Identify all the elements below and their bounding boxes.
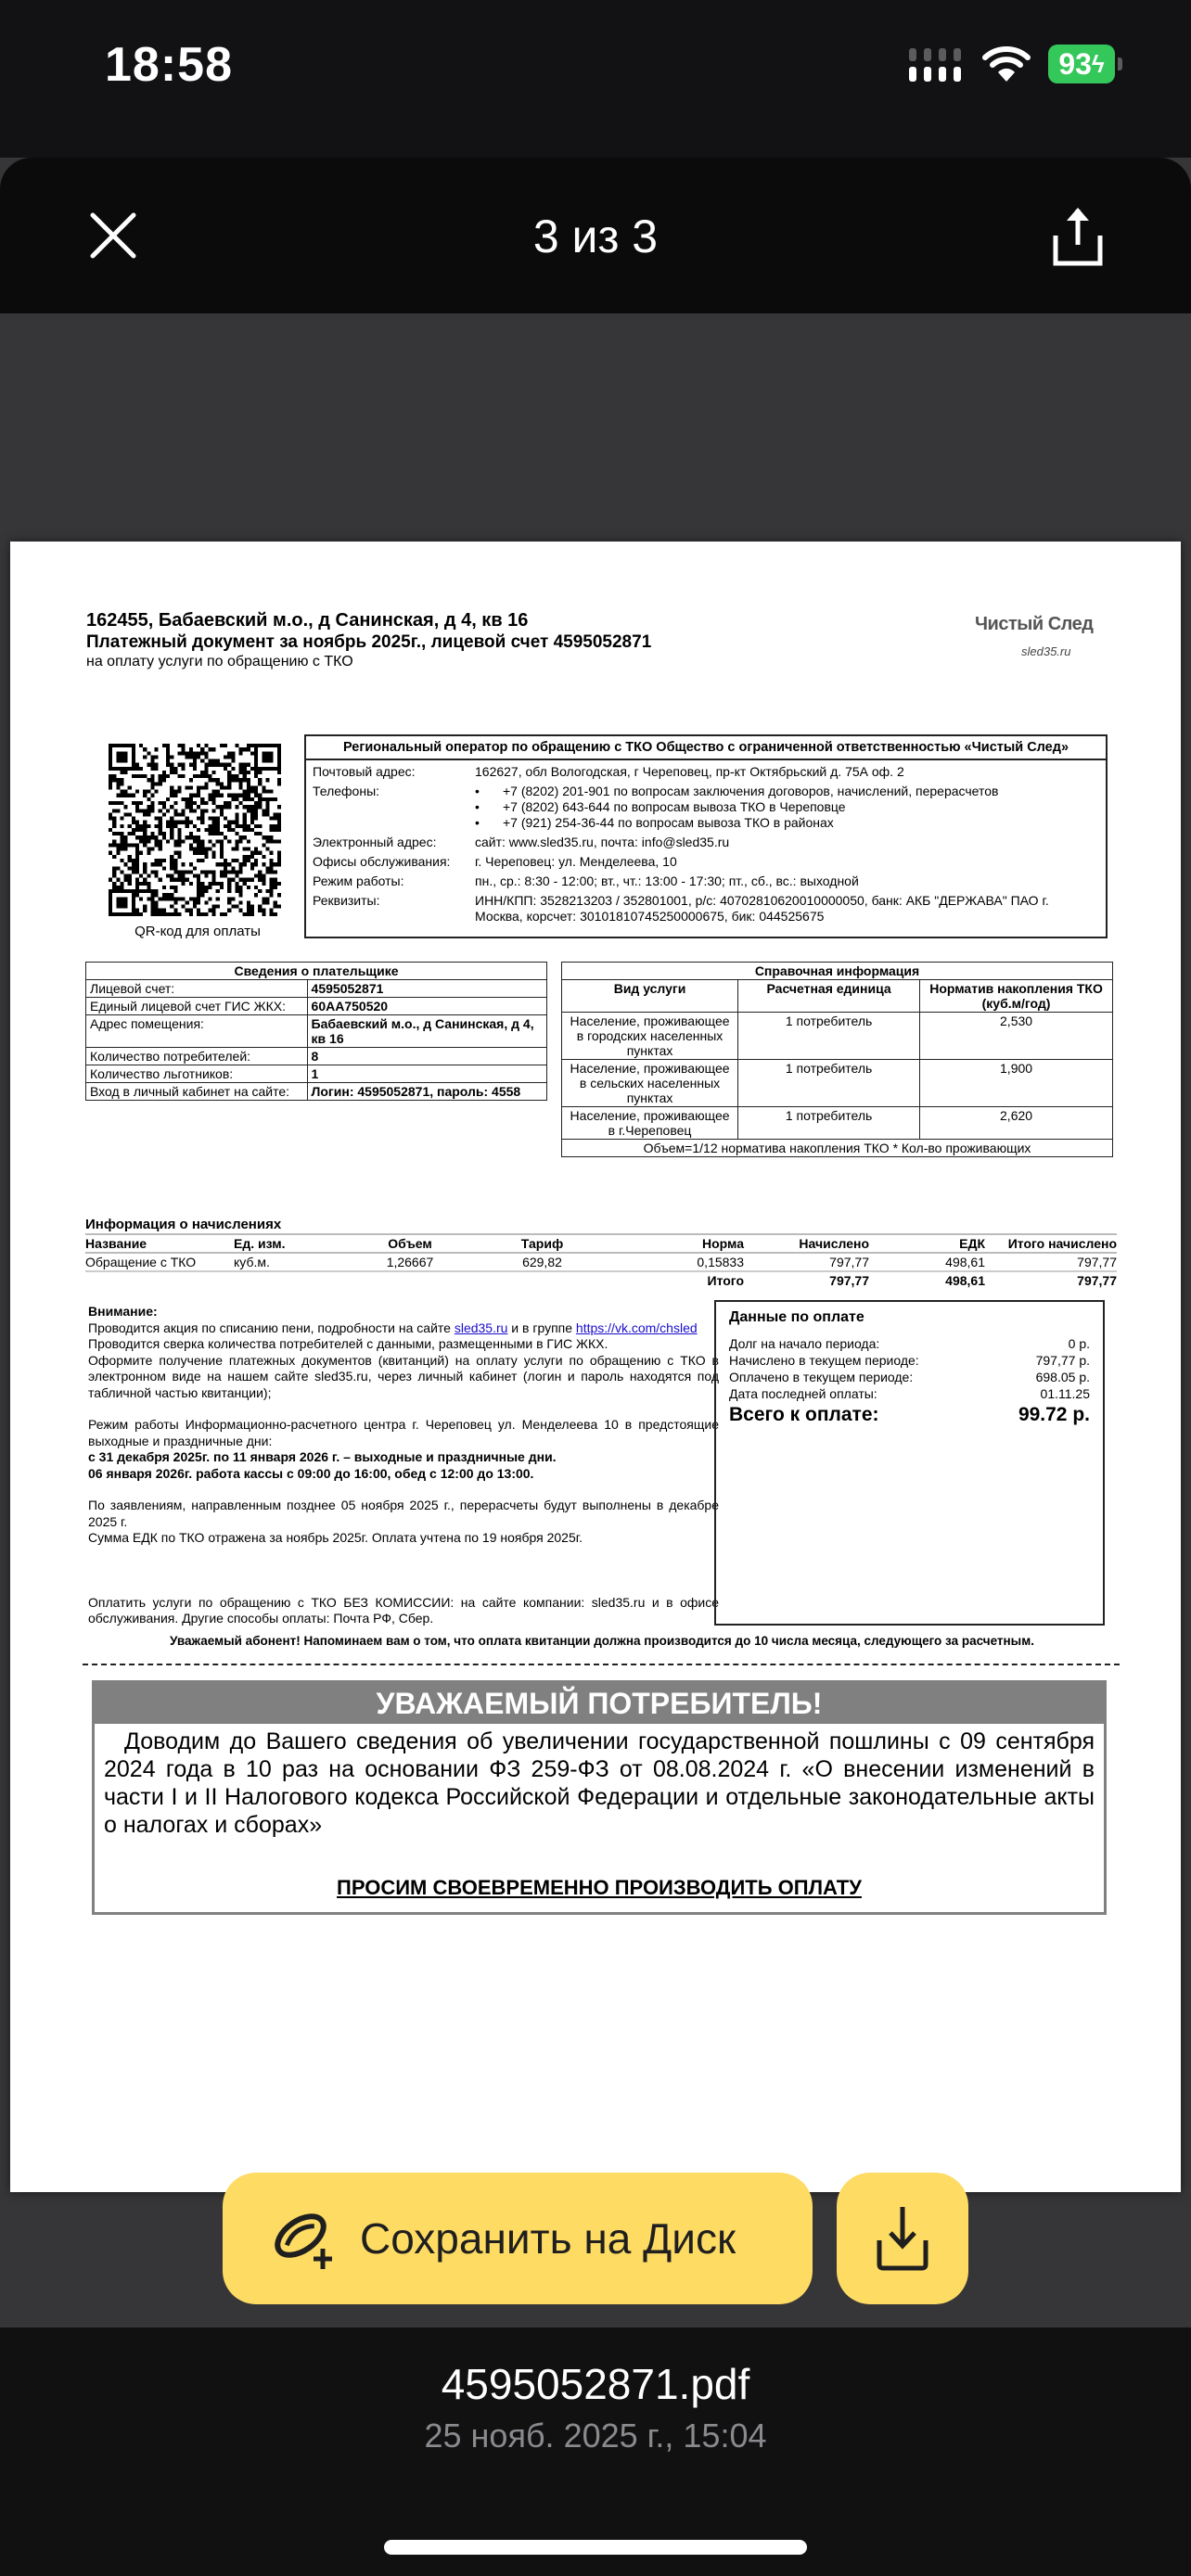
file-date: 25 нояб. 2025 г., 15:04 — [424, 2417, 767, 2455]
notice-heading: УВАЖАЕМЫЙ ПОТРЕБИТЕЛЬ! — [95, 1683, 1104, 1724]
charges-title: Информация о начислениях — [85, 1217, 1117, 1235]
attention-notes: Внимание: Проводится акция по списанию пени, подробности на сайте sled35.ru и в группе https://vk.com/chsled Проводится сверка количества потребителей с данными, размещенными в ГИС ЖКХ. Оформите получение платежных документов (квитанций) на оплату услуги по обращению с ТКО в электронном виде на нашем сайте sled35.ru, через личный кабинет (логин и пароль находятся под табличной частью квитанции); Режим работы Информационно-расчетного центра г. Череповец ул. Менделеева 10 в предстоящие выходные и праздничные дни: с 31 декабря 2025г. по 11 января 2026 г. – выходные и праздничные дни. 06 января 2026г. работа кассы с 09:00 до 16:00, обед с 12:00 до 13:00. По заявлениям, направленным позднее 05 ноября 2025 г., перерасчеты будут выполнены в декабре 2025 г. Сумма ЕДК по ТКО отражена за ноябрь 2025г. Оплата учтена по 19 ноября 2025г. Оплатить услуги по обращению с ТКО БЕЗ КОМИССИИ: на сайте компании: sled35.ru и в офисе обслуживания. Другие способы оплаты: Почта РФ, Сбер. — [88, 1304, 719, 1626]
company-logo: Чистый След — [975, 614, 1094, 634]
operator-row: Режим работы: пн., ср.: 8:30 - 12:00; вт., чт.: 13:00 - 17:30; пт., сб., вс.: выходной — [313, 874, 859, 888]
pdf-page — [10, 542, 1181, 2192]
payment-row: Дата последней оплаты: 01.11.25 — [729, 1386, 1090, 1401]
viewer-header — [0, 158, 1191, 313]
payer-info-table — [85, 962, 547, 1101]
table-row: Количество потребителей: 8 — [86, 1048, 547, 1065]
phone-item: • +7 (921) 254-36-44 по вопросам вывоза ТКО в районах — [475, 815, 1100, 831]
amount-due: 99.72 р. — [1018, 1404, 1090, 1425]
table-row: Население, проживающее в сельских населенных пунктах 1 потребитель 1,900 — [562, 1060, 1113, 1107]
doc-address: 162455, Бабаевский м.о., д Санинская, д 4, кв 16 — [86, 610, 529, 631]
table-row: Обращение с ТКО куб.м. 1,26667 629,82 0,15833 797,77 498,61 797,77 — [85, 1254, 1117, 1272]
charges-section — [85, 1217, 1117, 1289]
doc-subtitle: на оплату услуги по обращению с ТКО — [86, 654, 353, 670]
site-link[interactable]: sled35.ru — [454, 1320, 508, 1335]
status-icons — [907, 45, 1115, 83]
operator-title: Региональный оператор по обращению с ТКО Общество с ограниченной ответственностью «Чистый След» — [306, 736, 1106, 760]
consumer-notice — [92, 1680, 1107, 1915]
operator-row: Реквизиты: ИНН/КПП: 3528213203 / 352801001, р/с: 40702810620010000050, банк: АКБ "ДЕРЖАВА" ПАО г. Москва, корсчет: 30101810745250000675, бик: 044525675 — [313, 893, 1049, 924]
operator-info-box — [304, 734, 1108, 938]
vk-link[interactable]: https://vk.com/chsled — [575, 1320, 698, 1335]
charges-total-row: Итого 797,77 498,61 797,77 — [707, 1273, 1117, 1288]
cut-line-divider — [83, 1664, 1120, 1665]
operator-row: Телефоны: • +7 (8202) 201-901 по вопросам заключения договоров, начислений, перерасчетов • +7 (8202) 643-644 по вопросам вывоза ТКО в Череповце • +7 (921) 254-36-44 по вопросам вывоза ТКО в районах — [306, 784, 1106, 831]
battery-icon: 93 ϟ — [1048, 45, 1115, 83]
wifi-icon — [981, 45, 1031, 83]
file-info-footer — [0, 2327, 1191, 2576]
notice-cta: ПРОСИМ СВОЕВРЕМЕННО ПРОИЗВОДИТЬ ОПЛАТУ — [337, 1876, 862, 1899]
operator-row: Почтовый адрес: 162627, обл Вологодская, г Череповец, пр-кт Октябрьский д. 75А оф. 2 — [313, 764, 904, 779]
notice-body: Доводим до Вашего сведения об увеличении государственной пошлины с 09 сентября 2024 года в 10 раз на основании ФЗ 259-ФЗ от 08.08.2024 г. «О внесении изменений в части I и II Налогового кодекса Российской Федерации и отдельные законодательные акты о налогах и сборах» — [104, 1728, 1095, 1838]
payment-row: Оплачено в текущем периоде: 698.05 р. — [729, 1370, 1090, 1384]
table-row: Адрес помещения: Бабаевский м.о., д Санинская, д 4, кв 16 — [86, 1015, 547, 1048]
charges-header: Название Ед. изм. Объем Тариф Норма Начислено ЕДК Итого начислено — [85, 1235, 1117, 1254]
status-bar — [0, 0, 1191, 158]
phone-item: • +7 (8202) 643-644 по вопросам вывоза ТКО в Череповце — [475, 799, 1100, 815]
table-row: Население, проживающее в г.Череповец 1 потребитель 2,620 — [562, 1107, 1113, 1140]
payment-row: Начислено в текущем периоде: 797,77 р. — [729, 1353, 1090, 1368]
file-name: 4595052871.pdf — [441, 2360, 750, 2408]
payment-summary-box — [714, 1300, 1105, 1626]
phone-item: • +7 (8202) 201-901 по вопросам заключения договоров, начислений, перерасчетов — [475, 784, 1100, 799]
reference-footer: Объем=1/12 норматива накопления ТКО * Кол-во проживающих — [562, 1140, 1113, 1157]
share-icon[interactable] — [1050, 204, 1106, 269]
payment-qr-code — [109, 744, 281, 916]
doc-title: Платежный документ за ноябрь 2025г., лицевой счет 4595052871 — [86, 632, 652, 652]
status-time: 18:58 — [105, 38, 233, 92]
payer-title: Сведения о плательщике — [86, 963, 547, 980]
qr-label: QR-код для оплаты — [134, 924, 261, 939]
download-icon — [870, 2203, 935, 2274]
operator-row: Электронный адрес: сайт: www.sled35.ru, почта: info@sled35.ru — [313, 835, 730, 849]
table-row: Единый лицевой счет ГИС ЖКХ: 60АА750520 — [86, 998, 547, 1015]
save-to-disk-button[interactable] — [223, 2173, 813, 2304]
table-row: Лицевой счет: 4595052871 — [86, 980, 547, 998]
table-row: Население, проживающее в городских населенных пунктах 1 потребитель 2,530 — [562, 1013, 1113, 1060]
page-counter: 3 из 3 — [532, 210, 659, 262]
company-logo-site: sled35.ru — [1021, 644, 1071, 658]
battery-level: 93 — [1058, 46, 1092, 81]
disk-add-icon — [271, 2206, 336, 2271]
save-to-disk-label: Сохранить на Диск — [360, 2214, 736, 2263]
payment-reminder: Уважаемый абонент! Напоминаем вам о том, что оплата квитанции должна производится до 10 числа месяца, следующего за расчетным. — [170, 1634, 1034, 1648]
table-row: Количество льготников: 1 — [86, 1065, 547, 1083]
table-row: Вход в личный кабинет на сайте: Логин: 4595052871, пароль: 4558 — [86, 1083, 547, 1101]
cellular-signal-icon — [907, 45, 965, 83]
reference-info-table: Справочная информация Вид услуги Расчетная единица Норматив накопления ТКО (куб.м/год) Население, проживающее в городских населенных пунктах 1 потребитель 2,530 Население, проживающее в сельских населенных пунктах 1 потребитель 1,900 Население, проживающее в г.Череповец 1 потребитель 2,620 Объем=1/12 норматива накопления ТКО * Кол-во проживающих — [561, 962, 1113, 1157]
payment-row: Долг на начало периода: 0 р. — [729, 1336, 1090, 1351]
reference-title: Справочная информация — [562, 963, 1113, 980]
payment-title: Данные по оплате — [729, 1309, 864, 1325]
download-button[interactable] — [837, 2173, 968, 2304]
document-viewer[interactable] — [0, 313, 1191, 2327]
payment-total: Всего к оплате: 99.72 р. — [729, 1404, 1090, 1425]
operator-row: Офисы обслуживания: г. Череповец: ул. Менделеева, 10 — [313, 854, 677, 869]
home-indicator[interactable] — [384, 2540, 807, 2555]
